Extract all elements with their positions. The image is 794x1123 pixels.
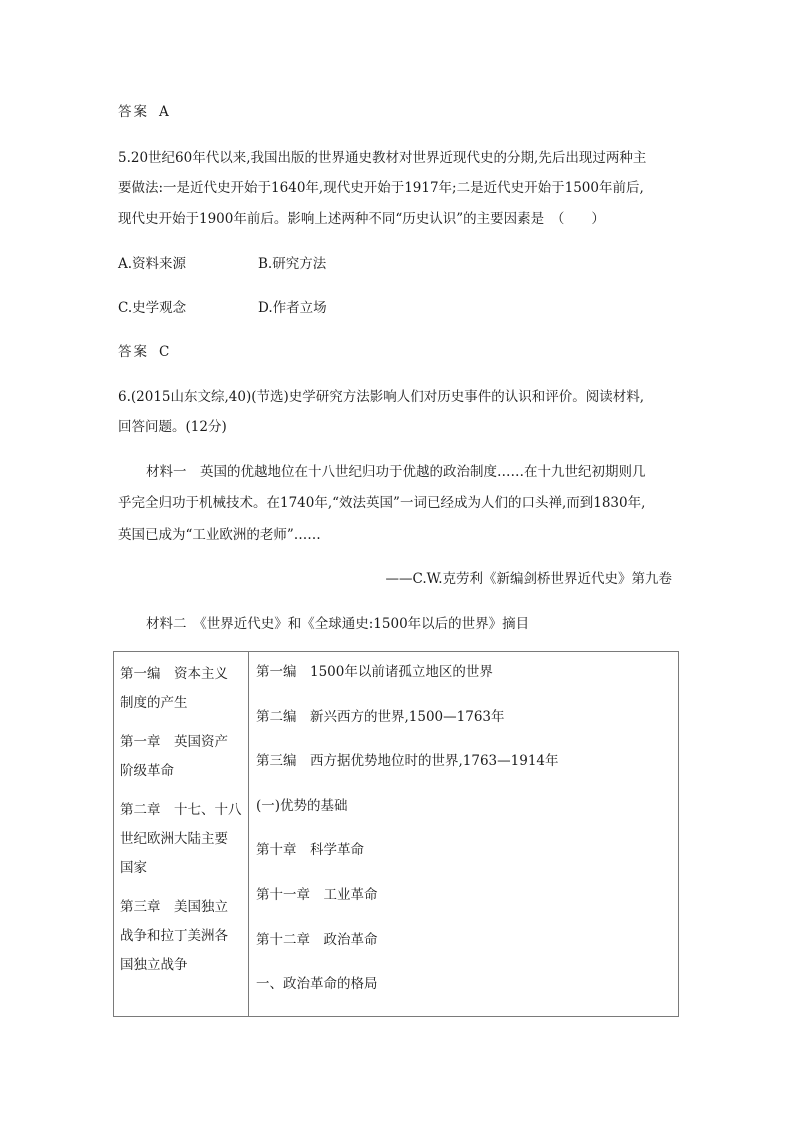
toc-right-row: 第二编 新兴西方的世界,1500—1763年 bbox=[256, 708, 505, 725]
toc-left-text: 国家 bbox=[120, 860, 147, 876]
q6-stem-line-2: 回答问题。(12分) bbox=[118, 419, 227, 435]
q6-material2-intro: 材料二 《世界近代史》和《全球通史:1500年以后的世界》摘目 bbox=[146, 616, 530, 632]
toc-left-text: 第二章 十七、十八 bbox=[120, 802, 242, 818]
toc-left-cell bbox=[120, 796, 244, 883]
q5-stem-line-3: 现代史开始于1900年前后。影响上述两种不同“历史认识”的主要因素是 （ ） bbox=[118, 211, 605, 227]
toc-left-cell bbox=[120, 660, 244, 718]
toc-right-column bbox=[256, 662, 671, 1019]
toc-right-row: (一)优势的基础 bbox=[256, 797, 348, 814]
q5-option-c: C.史学观念 bbox=[118, 300, 187, 316]
toc-left-column bbox=[120, 660, 244, 990]
q6-stem-line-1: 6.(2015山东文综,40)(节选)史学研究方法影响人们对历史事件的认识和评价。阅读材料, bbox=[118, 389, 645, 405]
toc-left-text: 战争和拉丁美洲各 bbox=[120, 928, 228, 944]
toc-left-cell bbox=[120, 728, 244, 786]
answer-value: A bbox=[159, 104, 169, 120]
q5-option-a: A.资料来源 bbox=[118, 256, 187, 272]
q5-stem-line-2: 要做法:一是近代史开始于1640年,现代史开始于1917年;二是近代史开始于1500年前后, bbox=[118, 180, 644, 196]
q5-stem-line-1: 5.20世纪60年代以来,我国出版的世界通史教材对世界近现代史的分期,先后出现过两种主 bbox=[118, 150, 647, 166]
q5-answer-line bbox=[118, 342, 169, 362]
q6-material1-source: ——C.W.克劳利《新编剑桥世界近代史》第九卷 bbox=[385, 571, 672, 587]
toc-left-text: 第三章 美国独立 bbox=[120, 899, 228, 915]
toc-left-text: 阶级革命 bbox=[120, 763, 174, 779]
toc-right-row: 第三编 西方据优势地位时的世界,1763—1914年 bbox=[256, 753, 559, 770]
q6-material1-line-1: 材料一 英国的优越地位在十八世纪归功于优越的政治制度……在十九世纪初期则几 bbox=[146, 464, 646, 480]
toc-left-text: 制度的产生 bbox=[120, 695, 188, 711]
q6-material1-line-2: 乎完全归功于机械技术。在1740年,“效法英国”一词已经成为人们的口头禅,而到1830年, bbox=[118, 495, 646, 511]
toc-left-text: 第一章 英国资产 bbox=[120, 734, 228, 750]
table-column-divider bbox=[248, 652, 249, 1016]
toc-right-row: 第一编 1500年以前诸孤立地区的世界 bbox=[256, 664, 493, 680]
answer-label: 答案 bbox=[118, 344, 149, 360]
toc-right-row: 第十一章 工业革命 bbox=[256, 886, 378, 903]
toc-right-row: 第十章 科学革命 bbox=[256, 842, 364, 859]
answer-value: C bbox=[159, 344, 170, 360]
toc-left-cell bbox=[120, 893, 244, 980]
q6-material1-line-3: 英国已成为“工业欧洲的老师”…… bbox=[118, 527, 321, 543]
answer-label: 答案 bbox=[118, 104, 149, 120]
toc-left-text: 世纪欧洲大陆主要 bbox=[120, 831, 228, 847]
toc-left-text: 国独立战争 bbox=[120, 957, 188, 973]
toc-left-text: 第一编 资本主义 bbox=[120, 666, 228, 682]
q4-answer-line bbox=[118, 102, 169, 122]
toc-right-row: 第十二章 政治革命 bbox=[256, 931, 378, 948]
toc-right-row: 一、政治革命的格局 bbox=[256, 976, 378, 993]
q5-option-d: D.作者立场 bbox=[258, 300, 327, 316]
toc-comparison-table bbox=[113, 651, 679, 1017]
q5-option-b: B.研究方法 bbox=[258, 256, 327, 272]
